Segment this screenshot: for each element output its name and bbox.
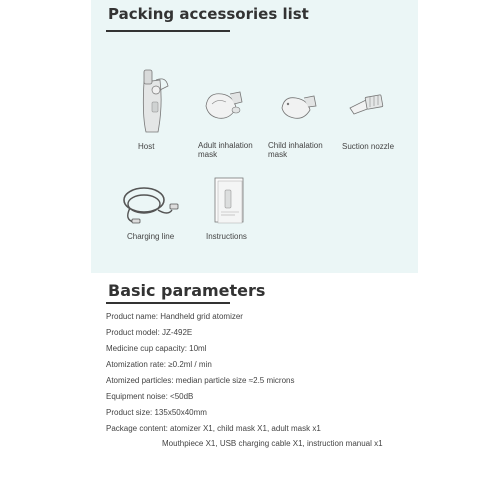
instruction-manual-icon	[213, 176, 247, 226]
param-package-content: Package content: atomizer X1, child mask X1, adult mask x1	[106, 424, 321, 433]
charging-line-label: Charging line	[127, 232, 175, 241]
child-mask-label: Child inhalation mask	[268, 141, 323, 159]
child-mask-icon	[278, 92, 318, 122]
param-cup-capacity: Medicine cup capacity: 10ml	[106, 344, 207, 353]
param-size: Product size: 135x50x40mm	[106, 408, 207, 417]
param-product-model: Product model: JZ-492E	[106, 328, 193, 337]
nebulizer-host-icon	[134, 66, 174, 136]
suction-nozzle-label: Suction nozzle	[342, 142, 395, 151]
adult-mask-label: Adult inhalation mask	[198, 141, 253, 159]
title-underline	[106, 302, 230, 304]
title-underline	[106, 30, 230, 32]
param-atomization-rate: Atomization rate: ≥0.2ml / min	[106, 360, 212, 369]
params-title: Basic parameters	[108, 281, 266, 300]
param-product-name: Product name: Handheld grid atomizer	[106, 312, 243, 321]
param-package-content-cont: Mouthpiece X1, USB charging cable X1, instruction manual x1	[162, 439, 383, 448]
suction-nozzle-icon	[346, 92, 390, 116]
packing-title: Packing accessories list	[108, 5, 309, 23]
adult-mask-icon	[200, 88, 244, 122]
charging-cable-icon	[118, 180, 182, 228]
param-particles: Atomized particles: median particle size ≈2.5 microns	[106, 376, 295, 385]
param-noise: Equipment noise: <50dB	[106, 392, 194, 401]
instructions-label: Instructions	[206, 232, 247, 241]
host-label: Host	[138, 142, 155, 151]
